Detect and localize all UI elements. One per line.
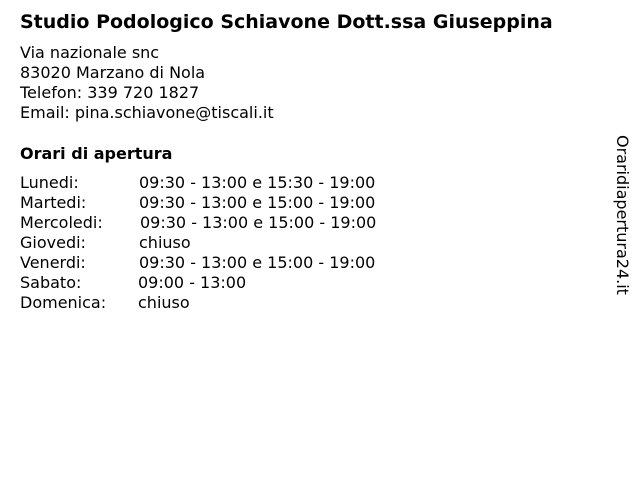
day-label: Mercoledi: <box>20 213 103 232</box>
address-city: 83020 Marzano di Nola <box>20 63 206 82</box>
email-address: Email: pina.schiavone@tiscali.it <box>20 103 274 122</box>
site-watermark: Oraridiapertura24.it <box>613 135 632 295</box>
day-hours: chiuso <box>138 293 190 312</box>
day-hours: 09:30 - 13:00 e 15:00 - 19:00 <box>139 193 376 212</box>
day-hours: 09:00 - 13:00 <box>138 273 247 292</box>
day-hours: 09:30 - 13:00 e 15:00 - 19:00 <box>139 253 376 272</box>
contact-block <box>20 43 274 123</box>
day-hours: 09:30 - 13:00 e 15:30 - 19:00 <box>139 173 376 192</box>
address-street: Via nazionale snc <box>20 43 160 62</box>
day-label: Sabato: <box>20 273 82 292</box>
phone-number: Telefon: 339 720 1827 <box>20 83 200 102</box>
day-label: Martedi: <box>20 193 87 212</box>
day-label: Venerdi: <box>20 253 86 272</box>
opening-hours-heading: Orari di apertura <box>20 144 173 163</box>
business-name: Studio Podologico Schiavone Dott.ssa Giuseppina <box>20 11 553 33</box>
day-label: Lunedi: <box>20 173 79 192</box>
day-hours: 09:30 - 13:00 e 15:00 - 19:00 <box>140 213 377 232</box>
day-label: Domenica: <box>20 293 107 312</box>
day-hours: chiuso <box>139 233 191 252</box>
day-label: Giovedi: <box>20 233 86 252</box>
